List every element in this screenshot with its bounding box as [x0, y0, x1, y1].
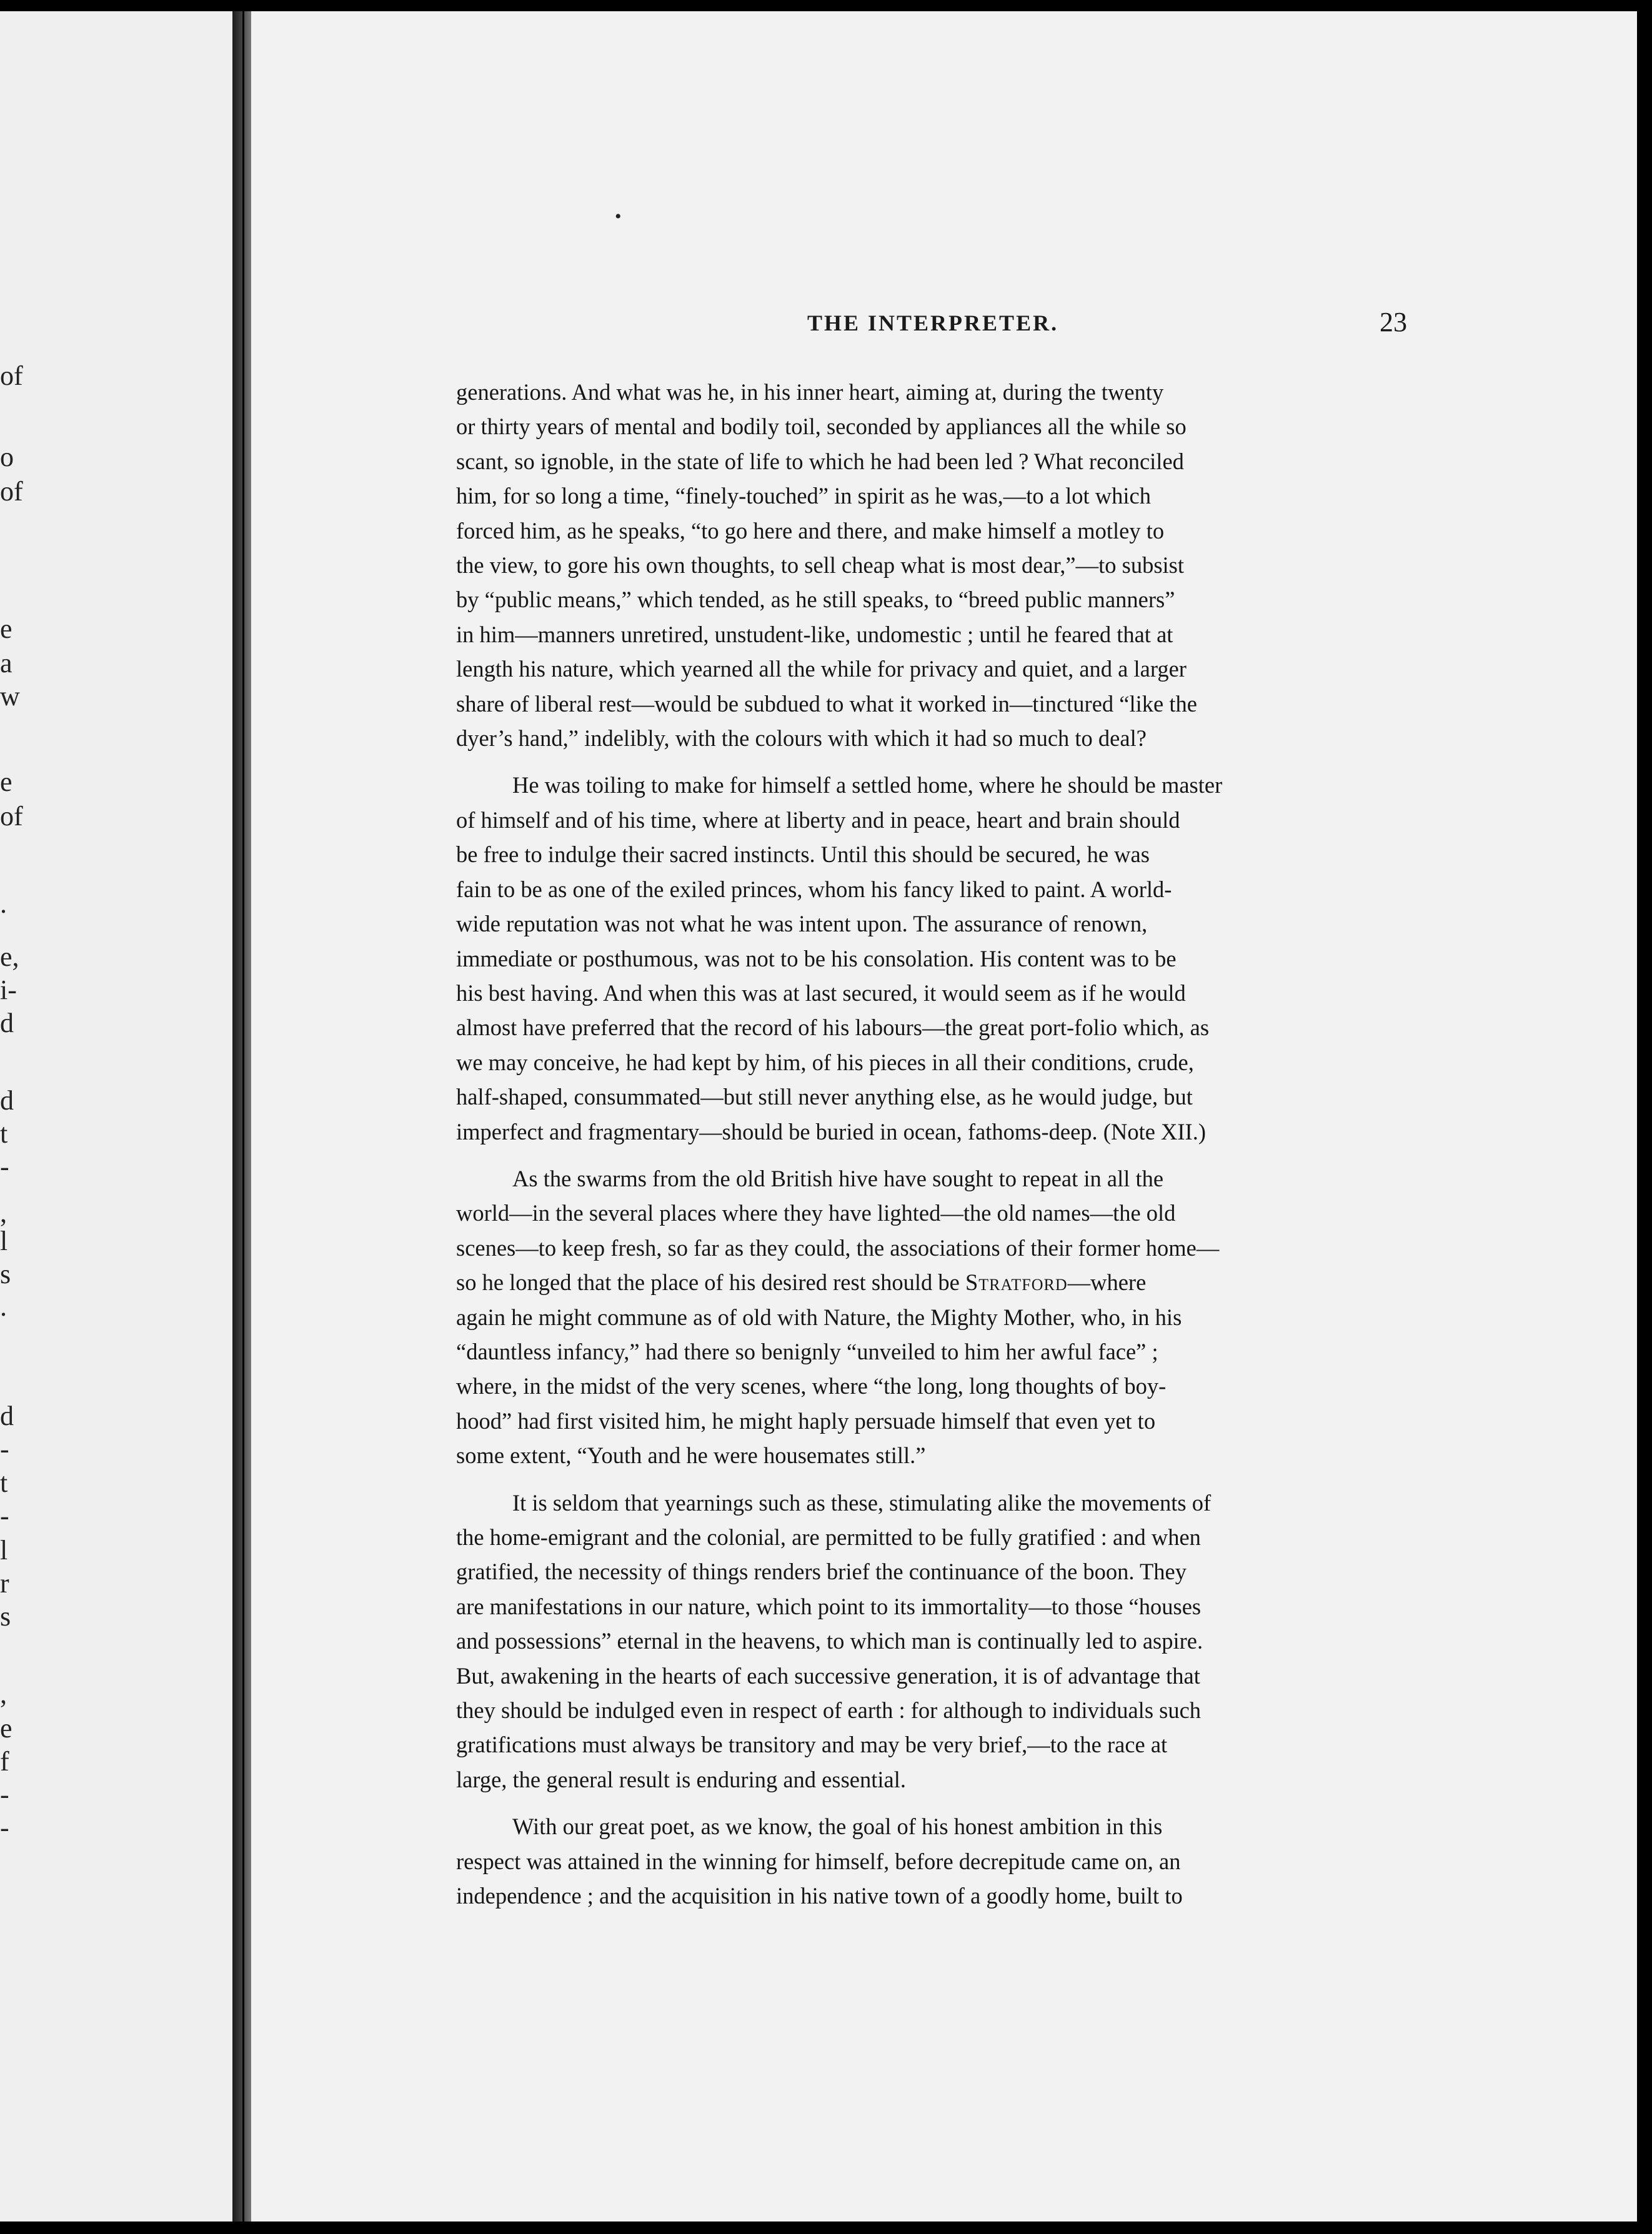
text-line: forced him, as he speaks, “to go here and there, and make himself a motley to [456, 517, 1165, 544]
paragraph [456, 1161, 1417, 1473]
facing-page-fragment: - [0, 1151, 9, 1182]
text-line: large, the general result is enduring and essential. [456, 1766, 906, 1792]
facing-page-fragment: - [0, 1434, 9, 1464]
facing-page-fragment: e [0, 1713, 12, 1744]
facing-page-fragment: a [0, 648, 12, 678]
text-line: where, in the midst of the very scenes, where “the long, long thoughts of boy- [456, 1373, 1167, 1399]
facing-page-fragment: , [0, 1679, 7, 1709]
facing-page-fragment: r [0, 1568, 9, 1599]
facing-page-edge [0, 11, 232, 2223]
gutter-line [242, 11, 244, 2223]
text-line: generations. And what was he, in his inner heart, aiming at, during the twenty [456, 379, 1164, 405]
text-line: gratifications must always be transitory and may be very brief,—to the race at [456, 1732, 1168, 1758]
text-line: him, for so long a time, “finely-touched” in spirit as he was,—to a lot which [456, 483, 1151, 509]
text-line: the view, to gore his own thoughts, to sell cheap what is most dear,”—to subsist [456, 552, 1185, 578]
text-line: in him—manners unretired, unstudent-like, undomestic ; until he feared that at [456, 621, 1173, 647]
text-line: they should be indulged even in respect of earth : for although to individuals such [456, 1697, 1202, 1724]
text-line: some extent, “Youth and he were housemates still.” [456, 1442, 926, 1469]
text-line: or thirty years of mental and bodily toil, seconded by appliances all the while so [456, 414, 1187, 440]
facing-page-fragment: , [0, 1198, 7, 1228]
page-number: 23 [1380, 307, 1407, 337]
body-text [456, 375, 1417, 1925]
text-line: immediate or posthumous, was not to be his consolation. His content was to be [456, 945, 1177, 971]
text-line: dyer’s hand,” indelibly, with the colours with which it had so much to deal? [456, 725, 1147, 752]
facing-page-fragment: d [0, 1085, 14, 1116]
scan-bottom-border [0, 2222, 1652, 2234]
text-line: It is seldom that yearnings such as these, stimulating alike the movements of [512, 1489, 1212, 1516]
text-line: his best having. And when this was at last secured, it would seem as if he would [456, 980, 1186, 1006]
facing-page-fragment: - [0, 1779, 9, 1810]
text-line: again he might commune as of old with Nature, the Mighty Mother, who, in his [456, 1304, 1182, 1330]
paragraph [456, 1486, 1417, 1797]
text-line: half-shaped, consummated—but still never anything else, as he would judge, but [456, 1084, 1193, 1110]
text-line: scant, so ignoble, in the state of life to which he had been led ? What reconciled [456, 448, 1184, 474]
text-line: fain to be as one of the exiled princes, whom his fancy liked to paint. A world- [456, 876, 1172, 902]
text-line: be free to indulge their sacred instincts. Until this should be secured, he was [456, 841, 1150, 868]
text-line: so he longed that the place of his desired rest should be Stratford—where [456, 1269, 1147, 1296]
facing-page-fragment: d [0, 1008, 14, 1038]
facing-page-fragment: of [0, 360, 23, 391]
text-line: But, awakening in the hearts of each successive generation, it is of advantage that [456, 1662, 1200, 1689]
facing-page-fragment: . [0, 888, 7, 919]
text-line: scenes—to keep fresh, so far as they could, the associations of their former home— [456, 1234, 1220, 1261]
facing-page-fragment: i- [0, 975, 17, 1005]
text-line: wide reputation was not what he was intent upon. The assurance of renown, [456, 911, 1148, 937]
facing-page-fragment: f [0, 1746, 9, 1777]
text-line: independence ; and the acquisition in his native town of a goodly home, built to [456, 1883, 1183, 1909]
facing-page-fragment: e [0, 767, 12, 797]
facing-page-fragment: l [0, 1226, 8, 1256]
scan-right-border [1637, 0, 1652, 2234]
text-line: world—in the several places where they have lighted—the old names—the old [456, 1200, 1176, 1226]
facing-page-fragment: s [0, 1259, 11, 1289]
text-line: With our great poet, as we know, the goal of his honest ambition in this [512, 1814, 1163, 1840]
text-line: hood” had first visited him, he might haply persuade himself that even yet to [456, 1407, 1156, 1434]
text-line: by “public means,” which tended, as he still speaks, to “breed public manners” [456, 587, 1175, 613]
facing-page-fragment: o [0, 442, 14, 472]
facing-page-fragment: t [0, 1118, 8, 1149]
facing-page-fragment: t [0, 1467, 8, 1498]
facing-page-fragment: . [0, 1291, 7, 1322]
printer-mark: • [615, 206, 622, 227]
text-line: length his nature, which yearned all the while for privacy and quiet, and a larger [456, 656, 1187, 682]
facing-page-fragment: - [0, 1812, 9, 1843]
text-line: of himself and of his time, where at liberty and in peace, heart and brain should [456, 807, 1180, 833]
facing-page-fragment: e, [0, 941, 19, 972]
text-line: almost have preferred that the record of his labours—the great port-folio which, as [456, 1015, 1210, 1041]
paragraph [456, 1809, 1417, 1913]
text-line: the home-emigrant and the colonial, are permitted to be fully gratified : and when [456, 1524, 1201, 1550]
running-title: THE INTERPRETER. [807, 310, 1059, 335]
text-line: gratified, the necessity of things renders brief the continuance of the boon. They [456, 1559, 1187, 1585]
text-line: imperfect and fragmentary—should be buried in ocean, fathoms-deep. (Note XII.) [456, 1118, 1206, 1144]
text-line: “dauntless infancy,” had there so benignly “unveiled to him her awful face” ; [456, 1338, 1158, 1364]
facing-page-fragment: of [0, 801, 23, 832]
text-line: we may conceive, he had kept by him, of his pieces in all their conditions, crude, [456, 1049, 1194, 1075]
facing-page-fragment: e [0, 613, 12, 644]
facing-page-fragment: d [0, 1401, 14, 1431]
facing-page-fragment: of [0, 476, 23, 507]
facing-page-fragment: s [0, 1601, 11, 1632]
facing-page-fragment: w [0, 681, 20, 712]
text-line: and possessions” eternal in the heavens, to which man is continually led to aspire. [456, 1628, 1203, 1654]
facing-page-fragment: - [0, 1501, 9, 1531]
text-line: share of liberal rest—would be subdued to what it worked in—tinctured “like the [456, 690, 1197, 717]
place-name: Stratford [965, 1269, 1068, 1296]
text-line: are manifestations in our nature, which point to its immortality—to those “houses [456, 1593, 1202, 1619]
text-line: He was toiling to make for himself a settled home, where he should be master [512, 772, 1223, 798]
text-line: respect was attained in the winning for himself, before decrepitude came on, an [456, 1848, 1181, 1874]
text-line: As the swarms from the old British hive have sought to repeat in all the [512, 1165, 1164, 1191]
paragraph [456, 375, 1417, 755]
book-gutter [232, 11, 251, 2223]
paragraph [456, 768, 1417, 1148]
facing-page-fragment: l [0, 1535, 8, 1566]
